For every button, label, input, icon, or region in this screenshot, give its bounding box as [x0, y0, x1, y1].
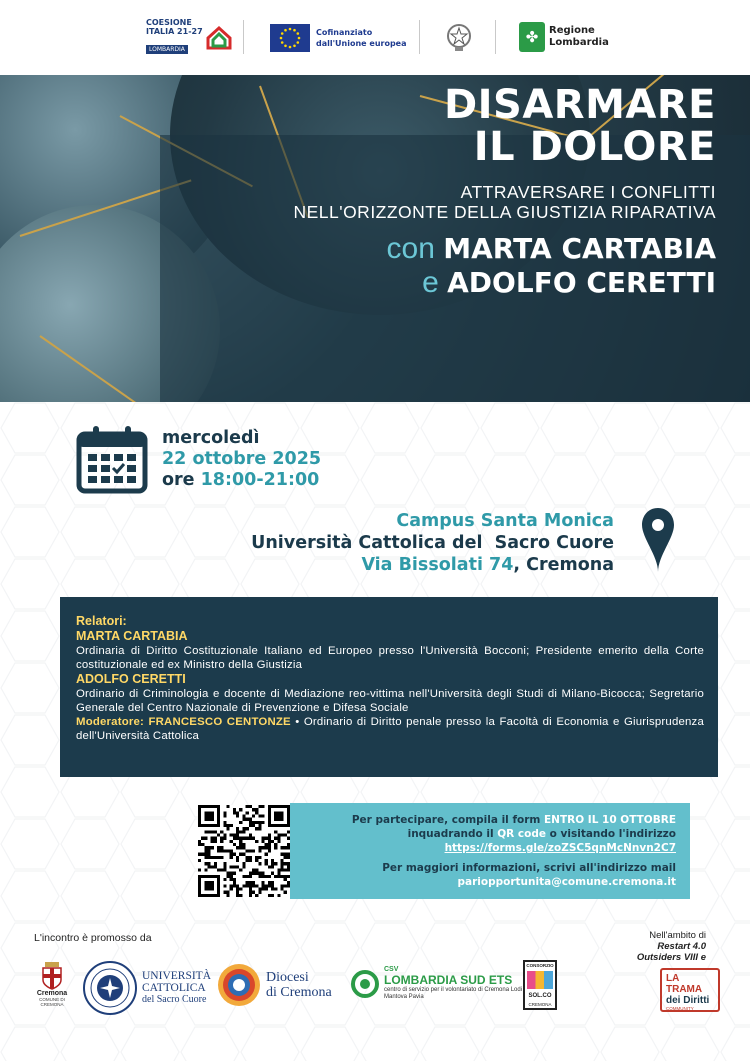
event-date-block — [162, 428, 321, 491]
reg-qr-text: QR code — [497, 828, 546, 840]
diocesi-line1: Diocesi — [266, 970, 309, 985]
csv-leaf-icon — [350, 969, 380, 999]
speakers-label: Relatori: — [76, 614, 127, 628]
divider — [495, 20, 496, 54]
solco-color-blocks — [527, 971, 553, 989]
coesione-line1: COESIONE — [146, 18, 192, 27]
solco-city: CREMONA — [528, 1001, 552, 1007]
universita-cattolica-logo — [82, 960, 211, 1016]
cremona-sub: COMUNE DI CREMONA — [39, 997, 65, 1007]
trama-line2: dei Diritti — [666, 995, 710, 1006]
regione-line1: Regione — [549, 25, 595, 36]
reg-line2a: inquadrando il — [407, 828, 498, 840]
calendar-icon — [76, 424, 148, 494]
trama-line1: LA TRAMA — [666, 973, 703, 995]
speaker1-description: Ordinaria di Diritto Costituzionale Italiano ed Europeo presso l'Università Bocconi; Presidente emerito della Corte costituzionale ed ex Ministro della Giustizia — [76, 645, 704, 671]
hero-speakers — [387, 232, 716, 300]
eu-flag-icon — [270, 24, 310, 52]
reg-deadline: ENTRO IL 10 OTTOBRE — [544, 814, 676, 826]
ambito-restart: Restart 4.0 — [657, 941, 706, 952]
subtitle-line2: NELL'ORIZZONTE DELLA GIUSTIZIA RIPARATIVA — [293, 202, 716, 222]
cremona-coat-of-arms-icon — [40, 962, 64, 990]
italian-republic-emblem-icon — [446, 22, 472, 52]
coesione-italia-logo — [146, 18, 232, 55]
coesione-tag: LOMBARDIA — [146, 45, 188, 54]
diocesi-cremona-logo — [216, 962, 332, 1008]
csv-tag: CSV — [384, 966, 399, 973]
reg-line1a: Per partecipare, compila il form — [351, 814, 544, 826]
diocesi-line2: di Cremona — [266, 985, 332, 1000]
venue-campus: Campus Santa Monica — [396, 511, 614, 531]
moderator-label: Moderatore — [76, 716, 141, 728]
event-title — [444, 84, 716, 168]
time-prefix: ore — [162, 470, 195, 490]
ambito-line1: Nell'ambito di — [649, 930, 706, 941]
logo-bar — [0, 0, 750, 75]
registration-qr-code[interactable] — [198, 805, 290, 897]
venue-street: Via Bissolati 74 — [361, 555, 514, 575]
subtitle-line1: ATTRAVERSARE I CONFLITTI — [460, 182, 716, 202]
eu-line1: Cofinanziato — [316, 28, 373, 37]
location-pin-icon — [640, 506, 676, 574]
event-day: mercoledì — [162, 428, 260, 448]
venue-university: Università Cattolica del Sacro Cuore — [251, 533, 614, 553]
contact-email-link[interactable]: pariopportunita@comune.cremona.it — [457, 876, 676, 888]
solco-name: SOL.CO — [528, 992, 552, 999]
eu-cofinanced-logo — [270, 24, 407, 52]
csv-lombardia-sud-logo — [350, 966, 524, 1001]
csv-description: centro di servizio per il volontariato di Cremona Lodi Mantova Pavia — [384, 987, 523, 1000]
moderator-description: • Ordinario di Diritto penale presso la Facoltà di Economia e Giurisprudenza dell'Università Cattolica — [76, 716, 704, 742]
coesione-line2: ITALIA 21-27 — [146, 27, 203, 36]
eu-line2: dall'Unione europea — [316, 39, 407, 48]
speakers-panel — [60, 597, 718, 777]
ucsc-seal-icon — [82, 960, 138, 1016]
reg-line2c: o visitando l'indirizzo — [546, 828, 676, 840]
registration-form-link[interactable]: https://forms.gle/zoZSC5qnMcNnvn2C7 — [444, 842, 676, 854]
coesione-house-icon — [206, 24, 232, 50]
venue-city: , Cremona — [513, 555, 614, 575]
e-word: e — [422, 266, 439, 299]
reg-info-text: Per maggiori informazioni, scrivi all'indirizzo mail — [382, 862, 676, 874]
promoted-by-label: L'incontro è promosso da — [34, 932, 152, 944]
comune-cremona-logo — [32, 962, 72, 1007]
ucsc-line2: CATTOLICA — [142, 982, 206, 994]
divider — [243, 20, 244, 54]
cremona-name: Cremona — [36, 990, 68, 997]
title-line2: IL DOLORE — [473, 124, 716, 170]
regione-lombardia-logo — [519, 22, 609, 52]
solco-cremona-logo — [523, 960, 557, 1010]
speaker2-description: Ordinario di Criminologia e docente di Mediazione reo-vittima nell'Università degli Studi di Milano-Bicocca; Segretario Generale del Centro Nazionale di Prevenzione e Difesa Sociale — [76, 688, 704, 714]
event-date: 22 ottobre 2025 — [162, 449, 322, 469]
la-trama-dei-diritti-logo — [660, 968, 720, 1012]
event-subtitle — [293, 182, 716, 222]
speaker1-name: MARTA CARTABIA — [76, 629, 188, 643]
divider — [419, 20, 420, 54]
ucsc-line3: del Sacro Cuore — [142, 994, 207, 1005]
regione-lombardia-rose-icon: ✤ — [519, 22, 545, 52]
event-venue — [251, 510, 614, 576]
trama-sub: COMMUNITY — [666, 1006, 694, 1011]
solco-top: CONSORZIO — [526, 963, 554, 968]
registration-box — [290, 803, 690, 899]
event-time: 18:00-21:00 — [200, 470, 320, 490]
title-line1: DISARMARE — [443, 82, 716, 128]
ucsc-line1: UNIVERSITÀ — [142, 970, 211, 982]
con-word: con — [386, 232, 435, 265]
ambito-text — [637, 930, 706, 963]
speaker2-name: ADOLFO CERETTI — [76, 672, 186, 686]
ambito-outsiders: Outsiders VIII e — [636, 952, 706, 963]
csv-name: LOMBARDIA SUD ETS — [384, 973, 513, 987]
hero-speaker1: MARTA CARTABIA — [443, 232, 716, 265]
regione-line2: Lombardia — [549, 37, 609, 48]
moderator-name: : FRANCESCO CENTONZE — [140, 716, 291, 728]
hero-speaker2: ADOLFO CERETTI — [447, 266, 716, 299]
diocesi-sunburst-icon — [216, 962, 262, 1008]
